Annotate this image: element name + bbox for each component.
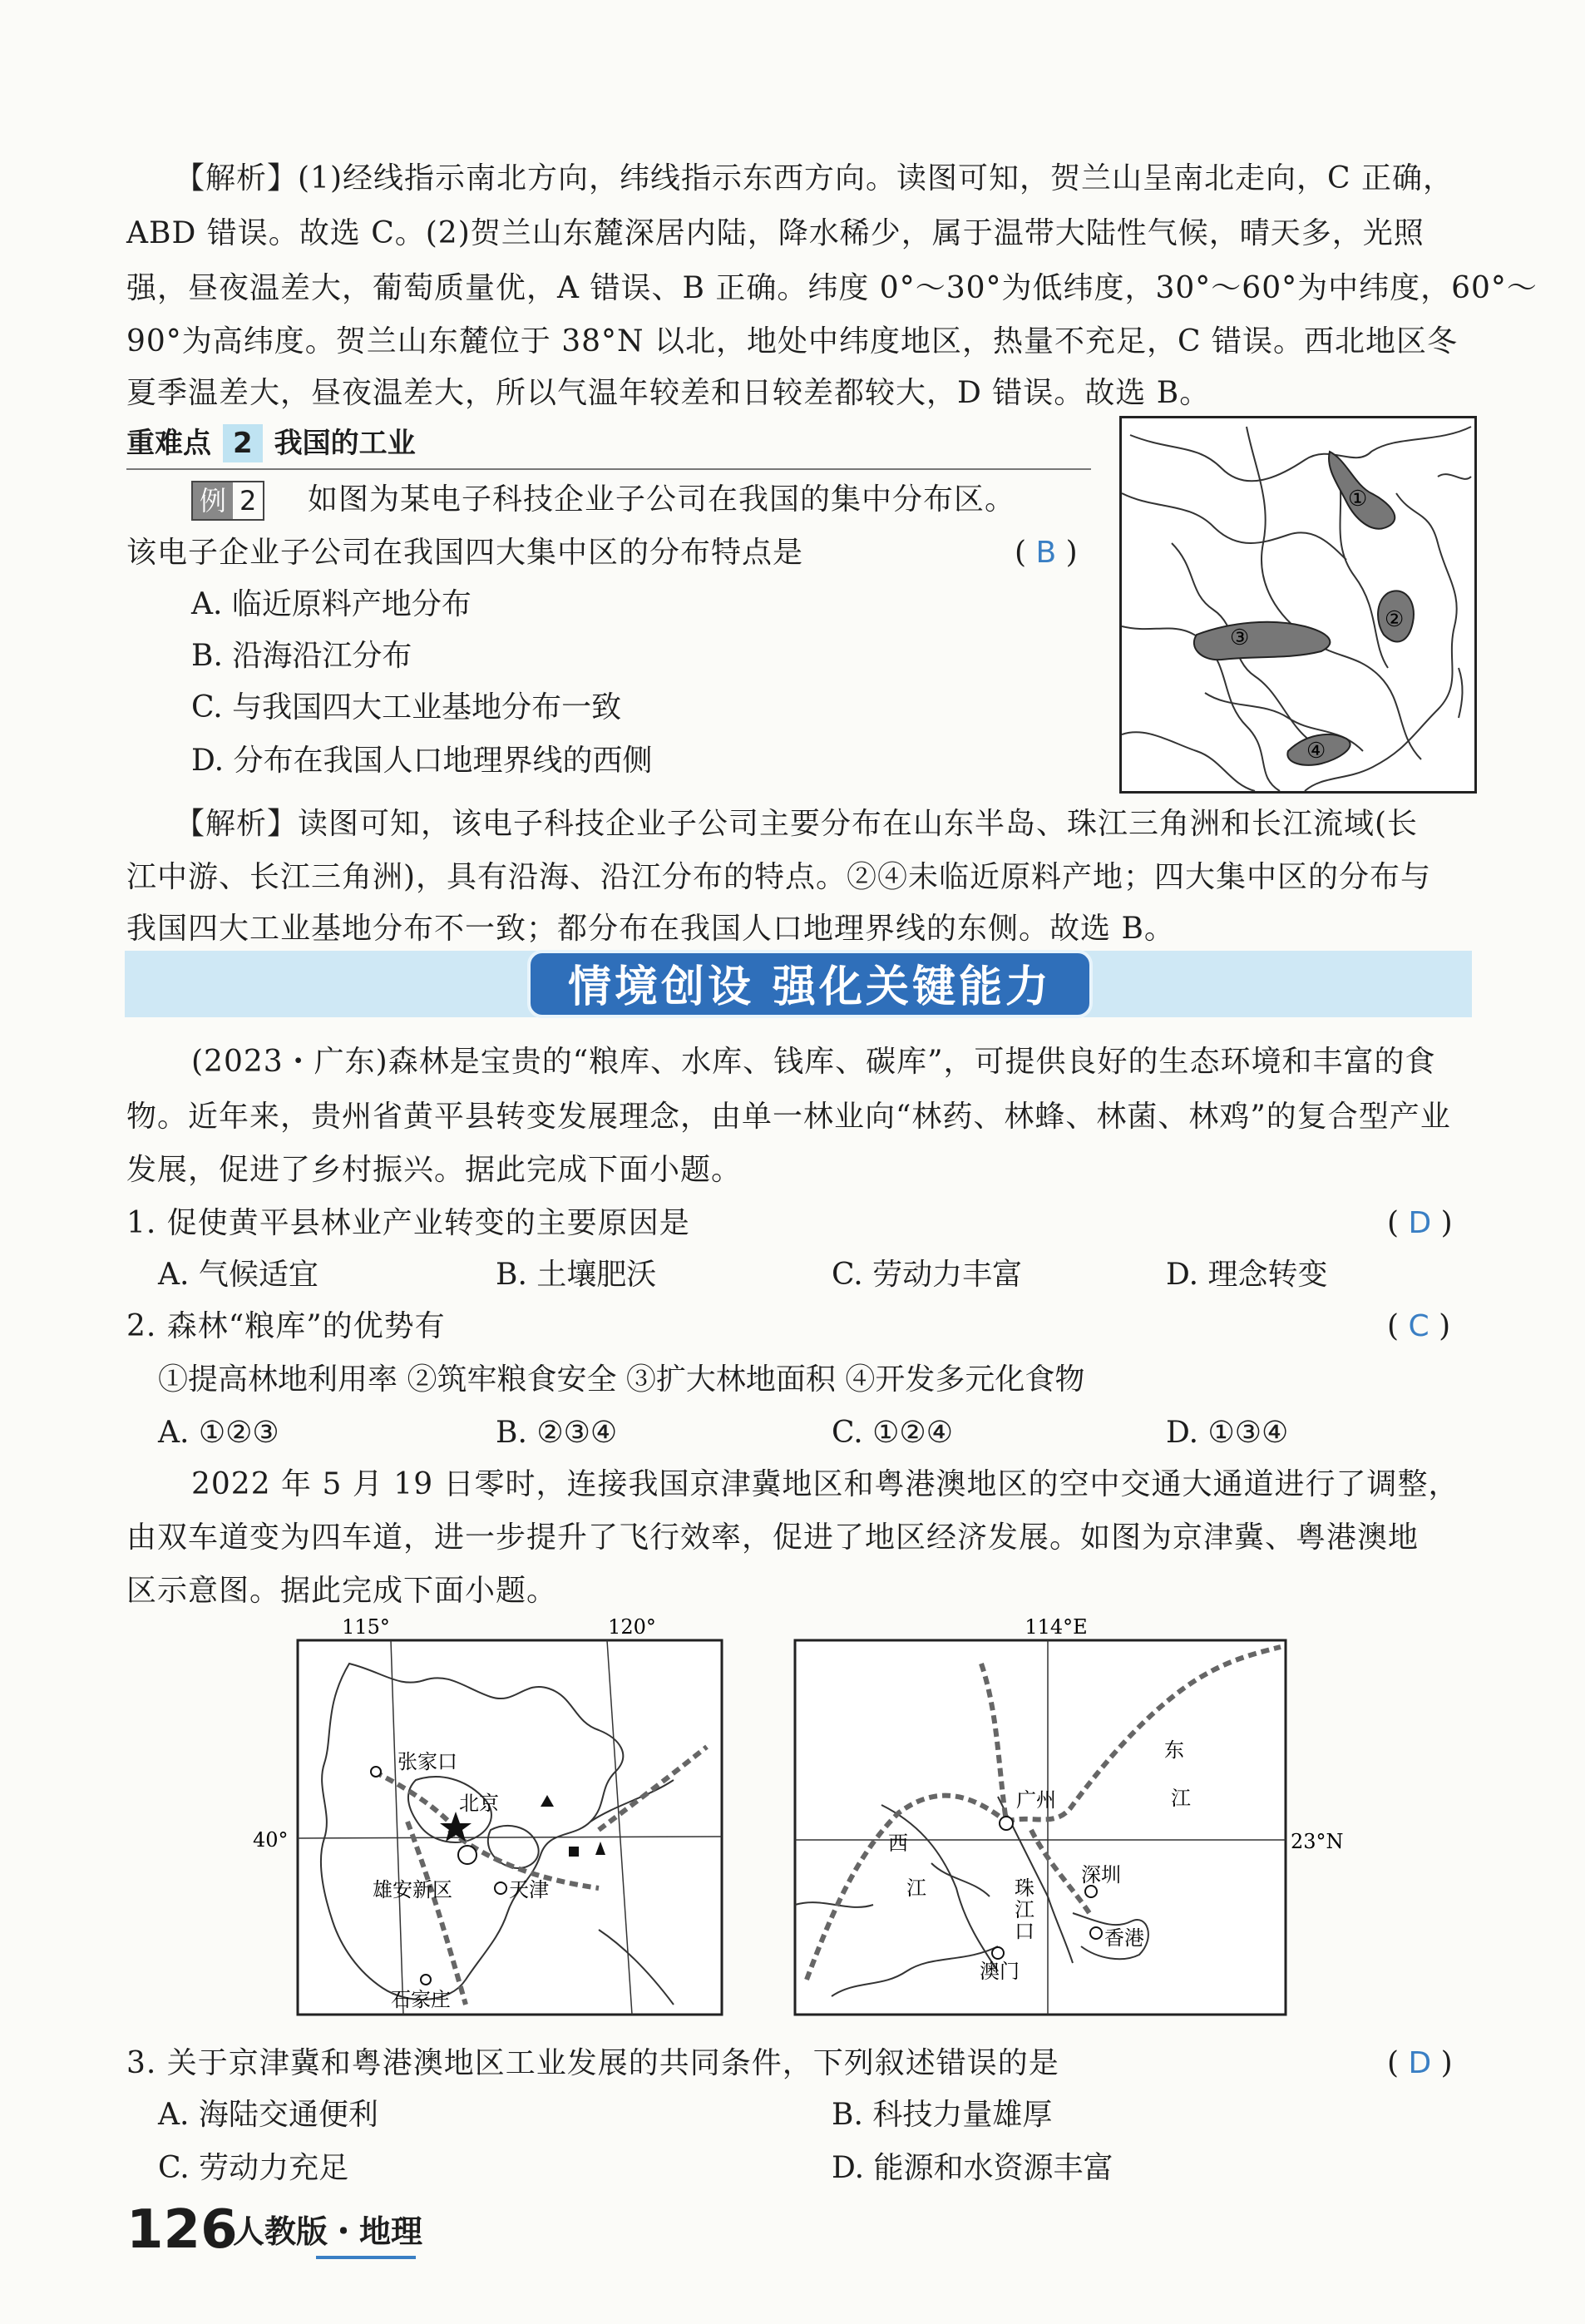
lat-40-label: 40° [253,1828,289,1852]
zone-3-shape [1194,622,1331,660]
q2-stem: 2. 森林“粮库”的优势有 [126,1309,446,1343]
jingjinji-map [241,1614,740,2021]
zone-3-label: ③ [1230,626,1250,650]
gba-map [782,1614,1347,2021]
footer-accent-line [316,2256,416,2259]
zhangjiakou-icon [371,1767,381,1777]
passage1-line-3: 发展，促进了乡村振兴。据此完成下面小题。 [126,1153,743,1187]
section-prefix: 重难点 [126,427,211,460]
enterprise-distribution-map [1119,416,1477,794]
section-underline [126,468,1091,470]
lon-114e-label: 114°E [1025,1615,1088,1639]
river-dong: 东 [1164,1738,1184,1762]
passage2-line-2: 由双车道变为四车道，进一步提升了飞行效率，促进了地区经济发展。如图为京津冀、粤港澳地 [126,1520,1420,1555]
river-xi: 西 [888,1832,908,1855]
lon-120-label: 120° [608,1615,656,1639]
section-number: 2 [223,424,263,462]
q1-option-c: C. 劳动力丰富 [832,1258,1023,1292]
zone-4-label: ④ [1306,739,1326,764]
city-zhangjiakou: 张家口 [397,1750,457,1773]
q1-answer: ( D ) [1387,1206,1453,1240]
analysis1-line-3: 强，昼夜温差大，葡萄质量优，A 错误、B 正确。纬度 0°～30°为低纬度，30°～60°为中纬度，60°～ [126,271,1538,305]
analysis2-line-2: 江中游、长江三角洲)，具有沿海、沿江分布的特点。②④未临近原料产地；四大集中区的分布与 [126,860,1432,894]
tianjin-icon [495,1882,506,1894]
shijiazhuang-icon [421,1975,431,1985]
example-option-b: B. 沿海沿江分布 [191,639,412,673]
analysis2-line-3: 我国四大工业基地分布不一致；都分布在我国人口地理界线的东侧。故选 B。 [126,912,1175,946]
city-hongkong: 香港 [1104,1926,1144,1950]
map-graphic [1122,418,1474,791]
example-option-d: D. 分布在我国人口地理界线的西侧 [191,744,653,778]
hongkong-icon [1090,1927,1102,1939]
river-jiang-2: 江 [906,1877,926,1900]
q1-stem: 1. 促使黄平县林业产业转变的主要原因是 [126,1206,690,1240]
analysis1-line-5: 夏季温差大，昼夜温差大，所以气温年较差和日较差都较大，D 错误。故选 B。 [126,376,1211,410]
passage1-line-1: (2023・广东)森林是宝贵的“粮库、水库、钱库、碳库”，可提供良好的生态环境和丰富的食 [191,1045,1436,1079]
city-xiongan: 雄安新区 [373,1878,452,1901]
example-option-a: A. 临近原料产地分布 [191,587,472,621]
lon-115-label: 115° [342,1615,390,1639]
example-label: 例 2 [191,481,264,521]
analysis2-line-1: 【解析】读图可知，该电子科技企业子公司主要分布在山东半岛、珠江三角洲和长江流域(长 [175,807,1419,841]
section-banner: 情境创设 强化关键能力 [527,950,1093,1018]
q2-items: ①提高林地利用率 ②筑牢粮食安全 ③扩大林地面积 ④开发多元化食物 [158,1362,1085,1397]
guangzhou-icon [1000,1817,1013,1830]
macao-icon [992,1947,1004,1959]
gba-map-graphic [782,1614,1347,2021]
passage1-line-2: 物。近年来，贵州省黄平县转变发展理念，由单一林业向“林药、林蜂、林菌、林鸡”的复合型产业 [126,1100,1451,1134]
city-macao: 澳门 [980,1960,1020,1983]
river-jiang-1: 江 [1171,1787,1191,1810]
book-title: 人教版・地理 [233,2213,423,2250]
city-tianjin: 天津 [509,1878,549,1901]
passage2-line-3: 区示意图。据此完成下面小题。 [126,1574,558,1608]
q2-option-d: D. ①③④ [1166,1416,1289,1450]
zone-1-label: ① [1348,487,1368,512]
analysis1-line-1: 【解析】(1)经线指示南北方向，纬线指示东西方向。读图可知，贺兰山呈南北走向，C 正确， [175,161,1454,195]
example-stem-line-1: 如图为某电子科技企业子公司在我国的集中分布区。 [308,482,1016,517]
q1-option-d: D. 理念转变 [1166,1258,1328,1292]
q3-option-d: D. 能源和水资源丰富 [832,2151,1113,2185]
q3-option-c: C. 劳动力充足 [158,2151,349,2185]
q2-option-c: C. ①②④ [832,1416,953,1450]
estuary-kou: 口 [1015,1920,1034,1943]
q2-option-b: B. ②③④ [496,1416,618,1450]
zone-2-label: ② [1385,607,1405,632]
lat-23n-label: 23°N [1291,1830,1344,1853]
q2-answer: ( C ) [1387,1309,1451,1343]
example-stem-line-2: 该电子企业子公司在我国四大集中区的分布特点是 [126,536,804,570]
example-option-c: C. 与我国四大工业基地分布一致 [191,690,622,724]
q1-option-a: A. 气候适宜 [158,1258,318,1292]
q3-option-b: B. 科技力量雄厚 [832,2098,1053,2132]
city-shenzhen: 深圳 [1081,1863,1121,1886]
xiongan-circle-icon [458,1846,476,1864]
city-guangzhou: 广州 [1016,1788,1056,1812]
q2-option-a: A. ①②③ [158,1416,279,1450]
q3-answer: ( D ) [1387,2046,1453,2080]
q3-stem: 3. 关于京津冀和粤港澳地区工业发展的共同条件，下列叙述错误的是 [126,2046,1059,2080]
estuary-jiang: 江 [1015,1898,1034,1921]
q1-option-b: B. 土壤肥沃 [496,1258,657,1292]
analysis1-line-4: 90°为高纬度。贺兰山东麓位于 38°N 以北，地处中纬度地区，热量不充足，C 错误。西北地区冬 [126,324,1458,358]
analysis1-line-2: ABD 错误。故选 C。(2)贺兰山东麓深居内陆，降水稀少，属于温带大陆性气候，晴天多，光照 [126,216,1425,250]
page-number: 126 [126,2199,238,2261]
jingjinji-map-graphic [241,1614,740,2021]
passage2-line-1: 2022 年 5 月 19 日零时，连接我国京津冀地区和粤港澳地区的空中交通大通道进行了调整， [191,1467,1459,1501]
city-beijing: 北京 [459,1792,499,1815]
example-answer: ( B ) [1015,536,1078,570]
section-heading [126,424,416,462]
city-shijiazhuang: 石家庄 [391,1988,451,2011]
shenzhen-icon [1085,1886,1097,1897]
section-title: 我国的工业 [274,427,416,460]
q3-option-a: A. 海陆交通便利 [158,2098,378,2132]
estuary-zhu: 珠 [1015,1877,1034,1900]
square-icon [569,1847,579,1857]
